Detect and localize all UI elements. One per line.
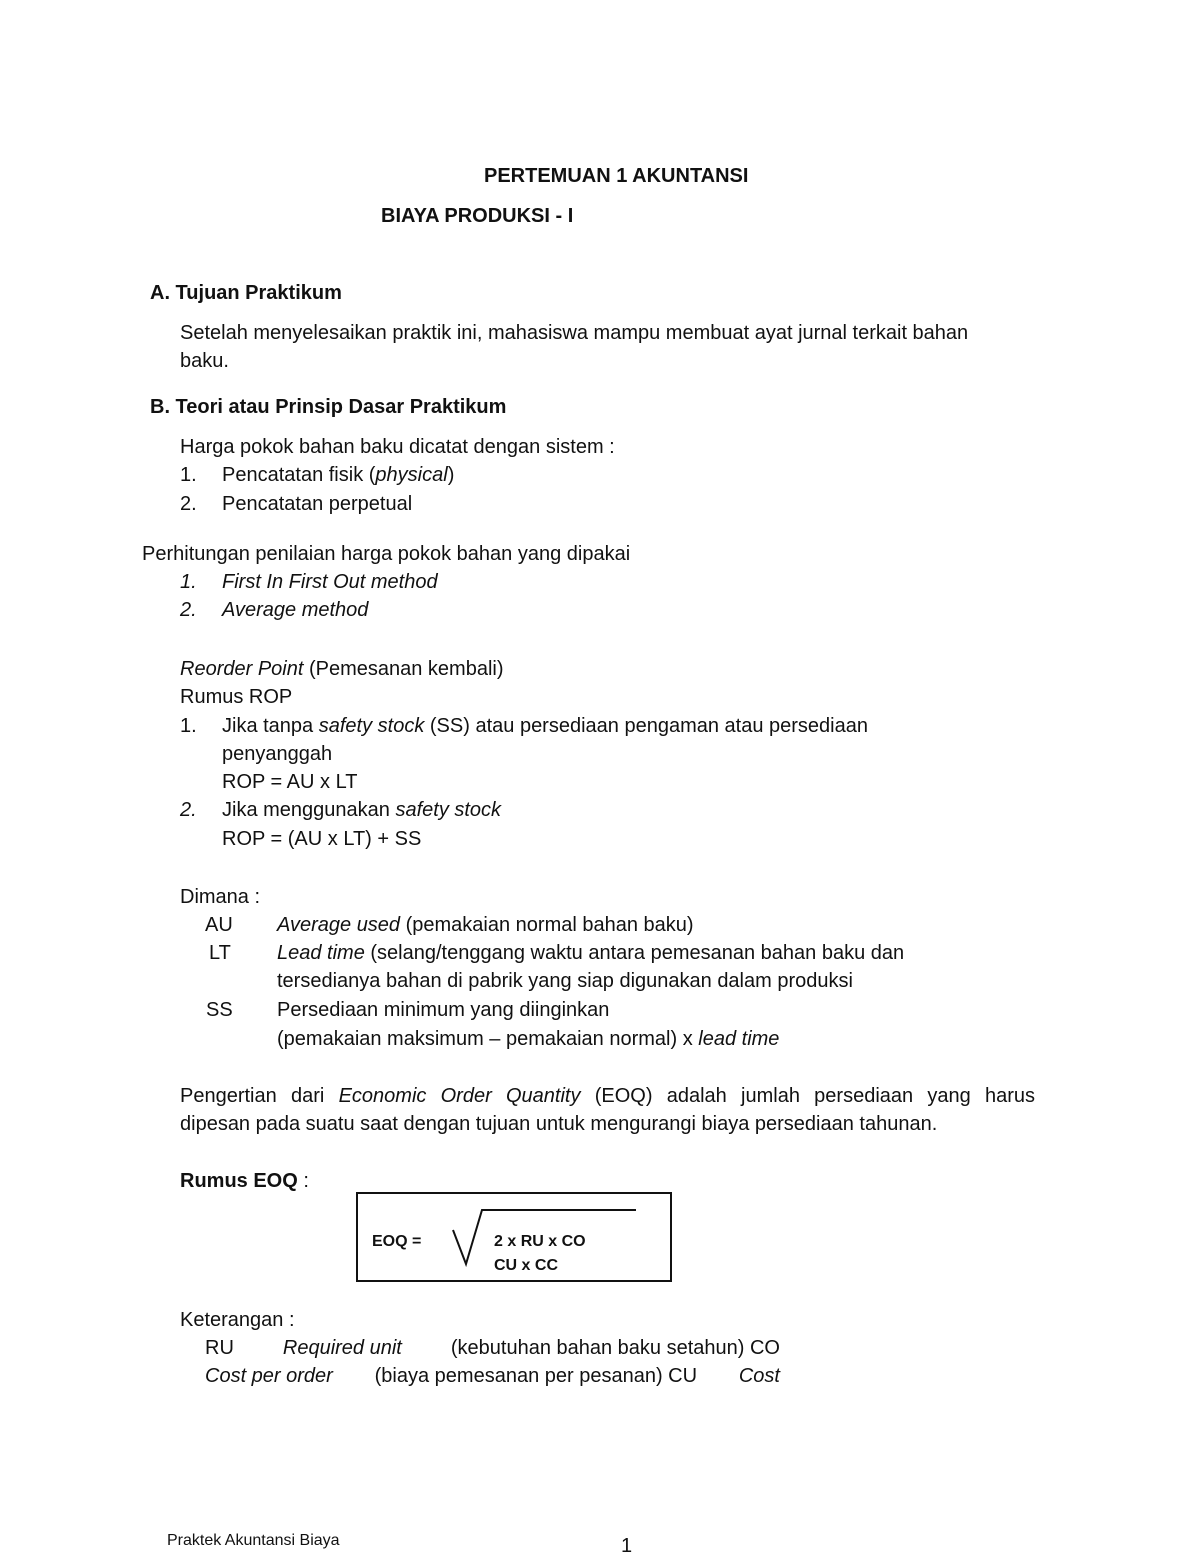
section-a-text-line1: Setelah menyelesaikan praktik ini, mahasiswa mampu membuat ayat jurnal terkait bahan: [180, 322, 969, 344]
section-a-heading: A. Tujuan Praktikum: [150, 282, 342, 304]
section-b-heading: B. Teori atau Prinsip Dasar Praktikum: [150, 396, 507, 418]
definition-key-ss: SS: [206, 999, 233, 1021]
legend-line2: Cost per order (biaya pemesanan per pesanan) CU Cost: [205, 1365, 780, 1387]
definition-key-lt: LT: [209, 942, 231, 964]
page-title-line1: PERTEMUAN 1 AKUNTANSI: [484, 165, 749, 187]
valuation-intro: Perhitungan penilaian harga pokok bahan yang dipakai: [142, 543, 631, 565]
page-title-line2: BIAYA PRODUKSI - I: [381, 205, 574, 227]
rop-case2-formula: ROP = (AU x LT) + SS: [222, 828, 422, 850]
list-number: 1.: [180, 715, 197, 737]
page-number: 1: [621, 1535, 633, 1557]
rop-case1-text: Jika tanpa safety stock (SS) atau persediaan pengaman atau persediaan: [222, 715, 868, 737]
definition-ss: Persediaan minimum yang diinginkan: [277, 999, 610, 1021]
list-text: First In First Out method: [222, 571, 438, 593]
legend-line1: RU Required unit (kebutuhan bahan baku setahun) CO: [205, 1337, 780, 1359]
list-number: 2.: [180, 599, 197, 621]
list-number: 2.: [180, 493, 197, 515]
definition-ss-line2: (pemakaian maksimum – pemakaian normal) x lead time: [277, 1028, 780, 1050]
definition-key-au: AU: [205, 914, 233, 936]
rop-case1-formula: ROP = AU x LT: [222, 771, 358, 793]
rop-formula-label: Rumus ROP: [180, 686, 293, 708]
definition-lt-line2: tersedianya bahan di pabrik yang siap digunakan dalam produksi: [277, 970, 853, 992]
eoq-formula-box: [356, 1192, 672, 1282]
list-text: Average method: [222, 599, 369, 621]
rop-case2-text: Jika menggunakan safety stock: [222, 799, 502, 821]
footer-text: Praktek Akuntansi Biaya: [167, 1532, 340, 1549]
eoq-formula-lhs: EOQ =: [372, 1233, 422, 1250]
eoq-definition-line1: Pengertian dari Economic Order Quantity (EOQ) adalah jumlah persediaan yang harus: [180, 1085, 1036, 1107]
rop-case1-text-line2: penyanggah: [222, 743, 333, 765]
list-number: 1.: [180, 571, 197, 593]
recording-systems-intro: Harga pokok bahan baku dicatat dengan sistem :: [180, 436, 615, 458]
list-number: 2.: [180, 799, 197, 821]
definition-au: Average used (pemakaian normal bahan baku): [277, 914, 694, 936]
eoq-numerator: 2 x RU x CO: [494, 1233, 586, 1250]
eoq-formula-label: Rumus EOQ :: [180, 1170, 309, 1192]
section-a-text-line2: baku.: [180, 350, 229, 372]
eoq-denominator: CU x CC: [494, 1257, 559, 1274]
list-text: Pencatatan fisik (physical): [222, 464, 455, 486]
list-text: Pencatatan perpetual: [222, 493, 413, 515]
definitions-label: Dimana :: [180, 886, 261, 908]
definition-lt: Lead time (selang/tenggang waktu antara pemesanan bahan baku dan: [277, 942, 905, 964]
rop-heading: Reorder Point (Pemesanan kembali): [180, 658, 504, 680]
list-number: 1.: [180, 464, 197, 486]
eoq-definition-line2: dipesan pada suatu saat dengan tujuan untuk mengurangi biaya persediaan tahunan.: [180, 1113, 938, 1135]
legend-label: Keterangan :: [180, 1309, 295, 1331]
